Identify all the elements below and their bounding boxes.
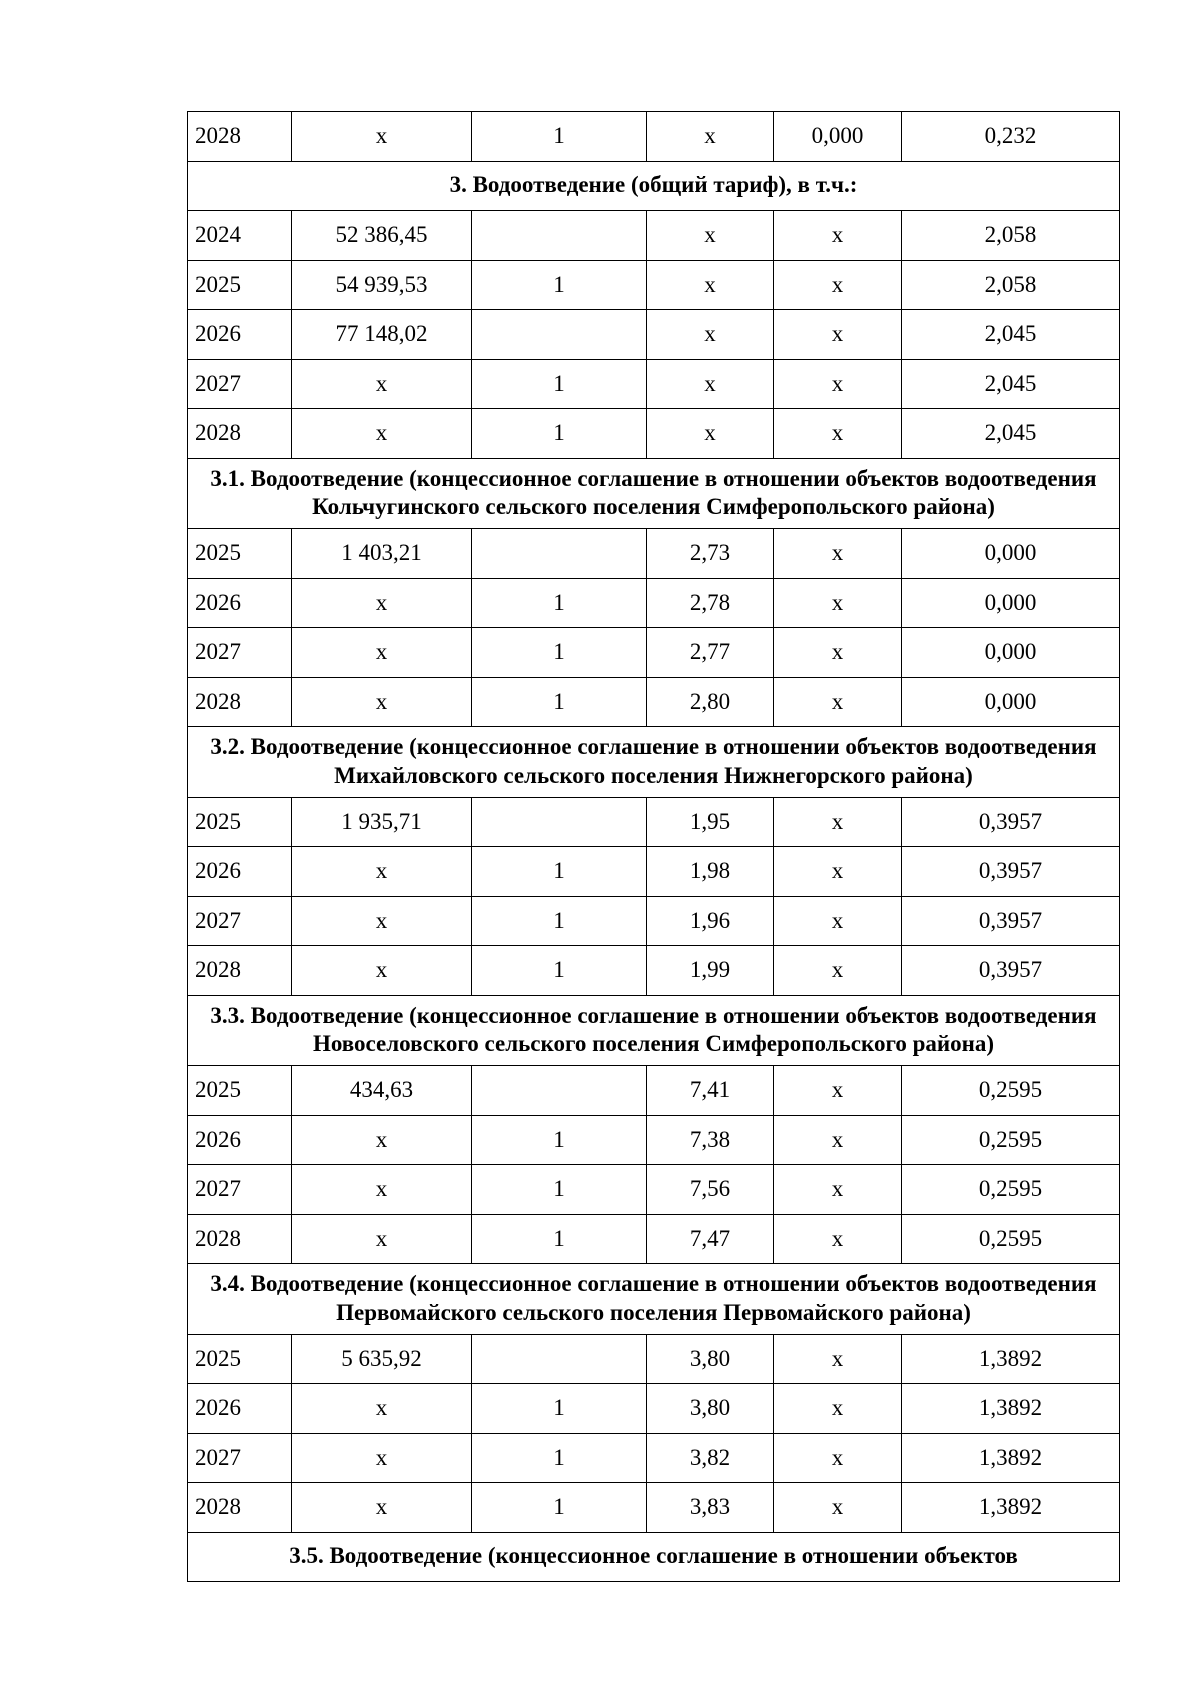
value-cell: 1: [472, 628, 647, 678]
table-row: [188, 112, 1120, 162]
year-cell: 2026: [188, 1115, 292, 1165]
value-cell: x: [647, 211, 774, 261]
value-cell: x: [774, 260, 902, 310]
value-cell: x: [774, 529, 902, 579]
year-cell: 2027: [188, 896, 292, 946]
value-cell: 1: [472, 677, 647, 727]
year-cell: 2028: [188, 112, 292, 162]
table-row: [188, 1066, 1120, 1116]
value-cell: x: [774, 1214, 902, 1264]
value-cell: x: [774, 409, 902, 459]
value-cell: x: [774, 359, 902, 409]
value-cell: 1: [472, 1384, 647, 1434]
value-cell: 1: [472, 359, 647, 409]
value-cell: 2,045: [902, 409, 1120, 459]
value-cell: 1,95: [647, 797, 774, 847]
value-cell: x: [774, 211, 902, 261]
value-cell: 1,3892: [902, 1483, 1120, 1533]
value-cell: x: [774, 896, 902, 946]
value-cell: x: [292, 628, 472, 678]
table-row: [188, 896, 1120, 946]
value-cell: [472, 1334, 647, 1384]
section-heading: 3.1. Водоотведение (концессионное соглашение в отношении объектов водоотведения Кольчугинского сельского поселения Симферопольского района): [188, 458, 1120, 529]
value-cell: 2,73: [647, 529, 774, 579]
table-row: [188, 1483, 1120, 1533]
table-row: [188, 409, 1120, 459]
value-cell: 1,3892: [902, 1384, 1120, 1434]
value-cell: 5 635,92: [292, 1334, 472, 1384]
table-row: [188, 310, 1120, 360]
year-cell: 2028: [188, 1483, 292, 1533]
value-cell: 0,2595: [902, 1066, 1120, 1116]
value-cell: 52 386,45: [292, 211, 472, 261]
value-cell: x: [292, 112, 472, 162]
section-heading-row: [188, 1264, 1120, 1335]
value-cell: x: [774, 797, 902, 847]
value-cell: x: [774, 1483, 902, 1533]
section-heading-row: [188, 995, 1120, 1066]
value-cell: 2,78: [647, 578, 774, 628]
value-cell: x: [647, 112, 774, 162]
value-cell: 7,41: [647, 1066, 774, 1116]
value-cell: 54 939,53: [292, 260, 472, 310]
year-cell: 2026: [188, 847, 292, 897]
value-cell: [472, 797, 647, 847]
value-cell: x: [292, 1115, 472, 1165]
value-cell: 3,80: [647, 1384, 774, 1434]
value-cell: 1: [472, 1433, 647, 1483]
value-cell: 7,47: [647, 1214, 774, 1264]
year-cell: 2026: [188, 578, 292, 628]
value-cell: x: [774, 1066, 902, 1116]
value-cell: 1: [472, 578, 647, 628]
table-row: [188, 529, 1120, 579]
value-cell: x: [292, 1483, 472, 1533]
value-cell: 0,3957: [902, 797, 1120, 847]
section-heading: 3.5. Водоотведение (концессионное соглашение в отношении объектов: [188, 1532, 1120, 1581]
year-cell: 2028: [188, 409, 292, 459]
table-row: [188, 1384, 1120, 1434]
value-cell: 2,77: [647, 628, 774, 678]
year-cell: 2027: [188, 1165, 292, 1215]
table-row: [188, 1433, 1120, 1483]
value-cell: x: [647, 310, 774, 360]
value-cell: x: [774, 1384, 902, 1434]
table-row: [188, 628, 1120, 678]
value-cell: [472, 1066, 647, 1116]
year-cell: 2028: [188, 1214, 292, 1264]
value-cell: 1 403,21: [292, 529, 472, 579]
table-row: [188, 1115, 1120, 1165]
section-heading: 3.3. Водоотведение (концессионное соглашение в отношении объектов водоотведения Новоселовского сельского поселения Симферопольского района): [188, 995, 1120, 1066]
value-cell: 0,3957: [902, 847, 1120, 897]
table-row: [188, 797, 1120, 847]
year-cell: 2026: [188, 310, 292, 360]
value-cell: 0,3957: [902, 896, 1120, 946]
value-cell: 0,000: [902, 529, 1120, 579]
table-row: [188, 211, 1120, 261]
value-cell: 1: [472, 896, 647, 946]
value-cell: 0,3957: [902, 946, 1120, 996]
year-cell: 2027: [188, 359, 292, 409]
value-cell: [472, 310, 647, 360]
table-row: [188, 578, 1120, 628]
value-cell: 2,058: [902, 260, 1120, 310]
table-row: [188, 260, 1120, 310]
value-cell: 2,045: [902, 310, 1120, 360]
section-heading-row: [188, 727, 1120, 798]
section-heading-row: [188, 161, 1120, 211]
year-cell: 2025: [188, 529, 292, 579]
table-row: [188, 847, 1120, 897]
value-cell: x: [292, 677, 472, 727]
year-cell: 2027: [188, 1433, 292, 1483]
year-cell: 2025: [188, 260, 292, 310]
section-heading-row: [188, 458, 1120, 529]
table-row: [188, 1334, 1120, 1384]
value-cell: x: [292, 578, 472, 628]
value-cell: 1: [472, 112, 647, 162]
year-cell: 2027: [188, 628, 292, 678]
value-cell: 3,83: [647, 1483, 774, 1533]
value-cell: x: [647, 260, 774, 310]
tariff-table-body: [188, 112, 1120, 1582]
value-cell: 1: [472, 1165, 647, 1215]
value-cell: x: [292, 409, 472, 459]
value-cell: x: [292, 1214, 472, 1264]
value-cell: 7,38: [647, 1115, 774, 1165]
value-cell: 2,80: [647, 677, 774, 727]
value-cell: x: [774, 1115, 902, 1165]
value-cell: x: [292, 946, 472, 996]
value-cell: x: [774, 946, 902, 996]
value-cell: x: [774, 628, 902, 678]
value-cell: x: [774, 578, 902, 628]
value-cell: x: [292, 1433, 472, 1483]
value-cell: 1,96: [647, 896, 774, 946]
value-cell: x: [292, 359, 472, 409]
value-cell: x: [774, 1433, 902, 1483]
table-row: [188, 946, 1120, 996]
year-cell: 2024: [188, 211, 292, 261]
section-heading-row: [188, 1532, 1120, 1581]
table-row: [188, 1214, 1120, 1264]
section-heading: 3. Водоотведение (общий тариф), в т.ч.:: [188, 161, 1120, 211]
year-cell: 2026: [188, 1384, 292, 1434]
table-row: [188, 359, 1120, 409]
value-cell: x: [774, 1165, 902, 1215]
value-cell: x: [292, 847, 472, 897]
value-cell: x: [774, 1334, 902, 1384]
year-cell: 2025: [188, 1334, 292, 1384]
table-row: [188, 1165, 1120, 1215]
year-cell: 2028: [188, 946, 292, 996]
value-cell: 2,045: [902, 359, 1120, 409]
value-cell: 1,98: [647, 847, 774, 897]
value-cell: 0,232: [902, 112, 1120, 162]
value-cell: 0,2595: [902, 1165, 1120, 1215]
value-cell: 0,000: [902, 677, 1120, 727]
value-cell: 0,000: [902, 578, 1120, 628]
value-cell: x: [774, 310, 902, 360]
value-cell: 1: [472, 1115, 647, 1165]
table-row: [188, 677, 1120, 727]
value-cell: x: [292, 896, 472, 946]
year-cell: 2025: [188, 1066, 292, 1116]
value-cell: x: [292, 1384, 472, 1434]
value-cell: 7,56: [647, 1165, 774, 1215]
value-cell: 3,82: [647, 1433, 774, 1483]
value-cell: 1,3892: [902, 1433, 1120, 1483]
value-cell: x: [647, 409, 774, 459]
value-cell: 0,2595: [902, 1214, 1120, 1264]
value-cell: 1: [472, 847, 647, 897]
value-cell: 0,000: [902, 628, 1120, 678]
value-cell: 1: [472, 1214, 647, 1264]
value-cell: 0,2595: [902, 1115, 1120, 1165]
value-cell: 1: [472, 946, 647, 996]
value-cell: 1,3892: [902, 1334, 1120, 1384]
value-cell: 77 148,02: [292, 310, 472, 360]
value-cell: 434,63: [292, 1066, 472, 1116]
year-cell: 2025: [188, 797, 292, 847]
value-cell: 1: [472, 260, 647, 310]
value-cell: x: [774, 677, 902, 727]
value-cell: 1,99: [647, 946, 774, 996]
section-heading: 3.4. Водоотведение (концессионное соглашение в отношении объектов водоотведения Первомайского сельского поселения Первомайского района): [188, 1264, 1120, 1335]
year-cell: 2028: [188, 677, 292, 727]
value-cell: [472, 211, 647, 261]
value-cell: x: [647, 359, 774, 409]
value-cell: 1: [472, 409, 647, 459]
value-cell: x: [774, 847, 902, 897]
section-heading: 3.2. Водоотведение (концессионное соглашение в отношении объектов водоотведения Михайловского сельского поселения Нижнегорского района): [188, 727, 1120, 798]
tariff-table: [187, 111, 1120, 1582]
value-cell: x: [292, 1165, 472, 1215]
value-cell: 1: [472, 1483, 647, 1533]
value-cell: [472, 529, 647, 579]
value-cell: 3,80: [647, 1334, 774, 1384]
value-cell: 0,000: [774, 112, 902, 162]
value-cell: 1 935,71: [292, 797, 472, 847]
value-cell: 2,058: [902, 211, 1120, 261]
